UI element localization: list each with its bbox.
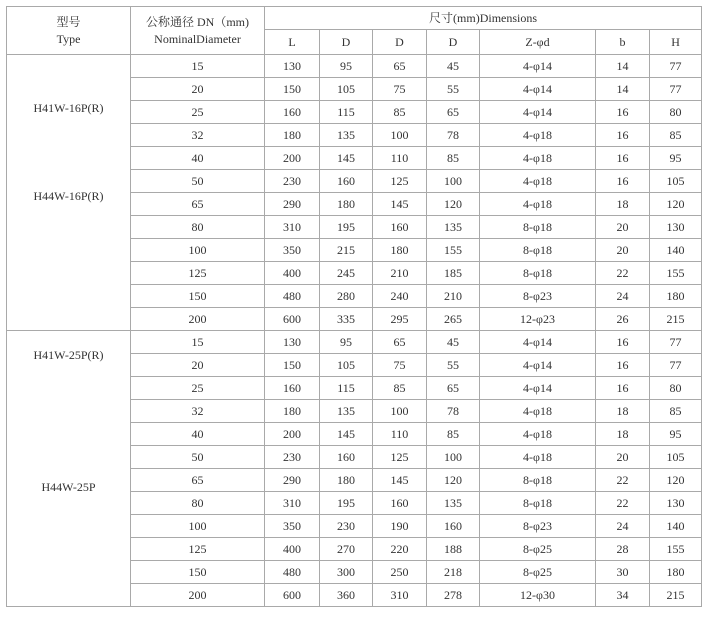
dimension-cell: 210 [373, 262, 427, 285]
dimension-cell: 85 [373, 101, 427, 124]
dimension-cell: 200 [265, 147, 320, 170]
dimension-cell: 135 [427, 492, 480, 515]
dimension-cell: 160 [320, 170, 373, 193]
dimension-cell: 24 [596, 515, 650, 538]
nominal-diameter-cell: 100 [131, 515, 265, 538]
dimension-cell: 4-φ18 [480, 400, 596, 423]
dimension-cell: 350 [265, 239, 320, 262]
dimension-cell: 4-φ14 [480, 55, 596, 78]
dimension-cell: 215 [320, 239, 373, 262]
dimension-cell: 290 [265, 193, 320, 216]
dimension-cell: 400 [265, 262, 320, 285]
dimension-cell: 26 [596, 308, 650, 331]
dimension-cell: 85 [650, 400, 702, 423]
dimension-cell: 8-φ25 [480, 538, 596, 561]
dimension-cell: 480 [265, 285, 320, 308]
dimension-cell: 145 [320, 147, 373, 170]
col-header-z-phid: Z-φd [480, 30, 596, 55]
dimension-cell: 85 [427, 423, 480, 446]
type-header-cn: 型号 [56, 14, 81, 29]
nominal-diameter-cell: 20 [131, 78, 265, 101]
dimension-cell: 18 [596, 423, 650, 446]
dimension-cell: 180 [265, 124, 320, 147]
dimension-cell: 65 [427, 377, 480, 400]
dimension-cell: 245 [320, 262, 373, 285]
dimension-cell: 22 [596, 469, 650, 492]
dimension-cell: 95 [650, 147, 702, 170]
nominal-diameter-cell: 15 [131, 331, 265, 354]
dimension-cell: 78 [427, 400, 480, 423]
dimension-cell: 180 [373, 239, 427, 262]
dimension-cell: 85 [373, 377, 427, 400]
dimension-cell: 160 [427, 515, 480, 538]
nominal-diameter-cell: 200 [131, 584, 265, 607]
dimension-cell: 22 [596, 262, 650, 285]
dimension-cell: 8-φ18 [480, 262, 596, 285]
dimension-cell: 135 [427, 216, 480, 239]
dimension-cell: 16 [596, 354, 650, 377]
dimension-cell: 4-φ18 [480, 193, 596, 216]
dimension-cell: 100 [373, 400, 427, 423]
dimension-cell: 270 [320, 538, 373, 561]
dimension-cell: 150 [265, 78, 320, 101]
nominal-diameter-cell: 150 [131, 561, 265, 584]
dimension-cell: 240 [373, 285, 427, 308]
dimension-cell: 45 [427, 55, 480, 78]
dimension-cell: 95 [650, 423, 702, 446]
dimension-cell: 130 [650, 492, 702, 515]
dimension-cell: 195 [320, 216, 373, 239]
dimension-cell: 400 [265, 538, 320, 561]
dimension-cell: 20 [596, 216, 650, 239]
dimension-cell: 16 [596, 170, 650, 193]
dimension-cell: 115 [320, 101, 373, 124]
nominal-diameter-cell: 20 [131, 354, 265, 377]
dimension-cell: 150 [265, 354, 320, 377]
dimension-cell: 77 [650, 78, 702, 101]
nominal-diameter-cell: 200 [131, 308, 265, 331]
dimension-cell: 160 [265, 377, 320, 400]
dimension-cell: 8-φ23 [480, 285, 596, 308]
dimension-cell: 120 [427, 469, 480, 492]
dimension-cell: 8-φ25 [480, 561, 596, 584]
dimension-cell: 600 [265, 308, 320, 331]
dn-header [131, 7, 265, 55]
dimension-cell: 16 [596, 331, 650, 354]
dimension-cell: 195 [320, 492, 373, 515]
nominal-diameter-cell: 65 [131, 469, 265, 492]
dimension-cell: 115 [320, 377, 373, 400]
nominal-diameter-cell: 150 [131, 285, 265, 308]
dimension-cell: 80 [650, 101, 702, 124]
dimension-cell: 230 [320, 515, 373, 538]
nominal-diameter-cell: 40 [131, 147, 265, 170]
dimension-cell: 95 [320, 55, 373, 78]
dimension-cell: 290 [265, 469, 320, 492]
dimension-cell: 95 [320, 331, 373, 354]
dimension-cell: 77 [650, 331, 702, 354]
dimension-cell: 78 [427, 124, 480, 147]
dimension-cell: 120 [427, 193, 480, 216]
dimension-cell: 4-φ14 [480, 331, 596, 354]
dimension-cell: 155 [650, 262, 702, 285]
dimension-cell: 4-φ18 [480, 124, 596, 147]
dimension-cell: 120 [650, 193, 702, 216]
dimension-cell: 8-φ18 [480, 216, 596, 239]
model-type-label: H44W-16P(R) [33, 189, 104, 203]
dimension-cell: 180 [650, 561, 702, 584]
dimension-cell: 80 [650, 377, 702, 400]
col-header-d2: D [373, 30, 427, 55]
dimension-cell: 300 [320, 561, 373, 584]
dn-header-cn: 公称通径 DN（mm) [146, 14, 249, 29]
dimension-cell: 34 [596, 584, 650, 607]
dimension-cell: 14 [596, 78, 650, 101]
dimension-cell: 110 [373, 423, 427, 446]
dimension-cell: 215 [650, 308, 702, 331]
dimension-cell: 28 [596, 538, 650, 561]
model-type-label: H44W-25P [41, 480, 96, 494]
dimension-cell: 110 [373, 147, 427, 170]
dimension-cell: 105 [650, 170, 702, 193]
table-row [7, 55, 702, 78]
dimension-cell: 130 [265, 55, 320, 78]
dimension-cell: 100 [427, 170, 480, 193]
dimension-cell: 335 [320, 308, 373, 331]
col-header-d3: D [427, 30, 480, 55]
dimension-cell: 4-φ18 [480, 446, 596, 469]
dimension-cell: 8-φ18 [480, 492, 596, 515]
dimension-cell: 85 [650, 124, 702, 147]
dimension-cell: 100 [373, 124, 427, 147]
dimension-cell: 20 [596, 239, 650, 262]
dimension-cell: 280 [320, 285, 373, 308]
dimension-cell: 65 [373, 55, 427, 78]
type-group-cell [7, 331, 131, 607]
dimension-cell: 135 [320, 124, 373, 147]
dimension-cell: 295 [373, 308, 427, 331]
dimension-cell: 12-φ30 [480, 584, 596, 607]
dimension-cell: 600 [265, 584, 320, 607]
dimension-cell: 30 [596, 561, 650, 584]
dimension-cell: 4-φ14 [480, 377, 596, 400]
dimension-cell: 125 [373, 170, 427, 193]
dimension-cell: 85 [427, 147, 480, 170]
nominal-diameter-cell: 25 [131, 377, 265, 400]
dimension-cell: 4-φ14 [480, 354, 596, 377]
dimension-cell: 218 [427, 561, 480, 584]
dn-header-en: NominalDiameter [154, 31, 241, 46]
dimension-cell: 200 [265, 423, 320, 446]
nominal-diameter-cell: 50 [131, 446, 265, 469]
model-type-label: H41W-16P(R) [33, 101, 104, 115]
nominal-diameter-cell: 40 [131, 423, 265, 446]
dimension-cell: 310 [265, 492, 320, 515]
nominal-diameter-cell: 25 [131, 101, 265, 124]
dimension-cell: 18 [596, 400, 650, 423]
dimension-cell: 4-φ18 [480, 147, 596, 170]
dimension-cell: 65 [427, 101, 480, 124]
dimension-cell: 105 [320, 78, 373, 101]
dimension-cell: 180 [650, 285, 702, 308]
dimension-cell: 160 [265, 101, 320, 124]
nominal-diameter-cell: 125 [131, 538, 265, 561]
dimension-cell: 120 [650, 469, 702, 492]
dimension-cell: 77 [650, 354, 702, 377]
dimension-cell: 480 [265, 561, 320, 584]
dimension-cell: 4-φ14 [480, 101, 596, 124]
dimension-cell: 310 [373, 584, 427, 607]
dimension-cell: 16 [596, 377, 650, 400]
dimension-cell: 145 [373, 193, 427, 216]
col-header-b: b [596, 30, 650, 55]
dimension-cell: 140 [650, 515, 702, 538]
col-header-h: H [650, 30, 702, 55]
dimension-cell: 8-φ18 [480, 469, 596, 492]
type-header [7, 7, 131, 55]
model-type-label: H41W-25P(R) [33, 348, 104, 362]
dimension-cell: 230 [265, 446, 320, 469]
dimension-cell: 180 [320, 193, 373, 216]
dimension-cell: 265 [427, 308, 480, 331]
dimension-cell: 350 [265, 515, 320, 538]
dimension-cell: 55 [427, 354, 480, 377]
dimension-cell: 210 [427, 285, 480, 308]
table-row [7, 331, 702, 354]
dimension-cell: 130 [265, 331, 320, 354]
dimension-cell: 360 [320, 584, 373, 607]
dimension-cell: 250 [373, 561, 427, 584]
dimension-cell: 145 [320, 423, 373, 446]
nominal-diameter-cell: 32 [131, 400, 265, 423]
dimension-cell: 18 [596, 193, 650, 216]
dimension-cell: 75 [373, 78, 427, 101]
nominal-diameter-cell: 32 [131, 124, 265, 147]
dimension-cell: 65 [373, 331, 427, 354]
dimension-cell: 310 [265, 216, 320, 239]
dimension-cell: 190 [373, 515, 427, 538]
col-header-l: L [265, 30, 320, 55]
dimension-cell: 188 [427, 538, 480, 561]
nominal-diameter-cell: 80 [131, 216, 265, 239]
dimension-cell: 20 [596, 446, 650, 469]
dimension-cell: 145 [373, 469, 427, 492]
dimension-cell: 185 [427, 262, 480, 285]
dimension-cell: 278 [427, 584, 480, 607]
valve-dimension-table [6, 6, 702, 607]
dimension-cell: 180 [265, 400, 320, 423]
nominal-diameter-cell: 15 [131, 55, 265, 78]
dimension-cell: 8-φ18 [480, 239, 596, 262]
dimension-cell: 215 [650, 584, 702, 607]
dimension-cell: 16 [596, 101, 650, 124]
dimension-cell: 75 [373, 354, 427, 377]
dimension-cell: 77 [650, 55, 702, 78]
dimension-cell: 4-φ18 [480, 423, 596, 446]
dimension-cell: 160 [320, 446, 373, 469]
dimension-cell: 155 [427, 239, 480, 262]
dimension-cell: 16 [596, 147, 650, 170]
col-header-d1: D [320, 30, 373, 55]
dimension-cell: 230 [265, 170, 320, 193]
type-group-cell [7, 55, 131, 331]
nominal-diameter-cell: 100 [131, 239, 265, 262]
dimension-cell: 105 [320, 354, 373, 377]
dimension-cell: 16 [596, 124, 650, 147]
dimension-cell: 135 [320, 400, 373, 423]
nominal-diameter-cell: 50 [131, 170, 265, 193]
dimension-cell: 140 [650, 239, 702, 262]
dimensions-header: 尺寸(mm)Dimensions [265, 7, 702, 30]
nominal-diameter-cell: 80 [131, 492, 265, 515]
dimension-cell: 220 [373, 538, 427, 561]
dimension-cell: 8-φ23 [480, 515, 596, 538]
dimension-cell: 100 [427, 446, 480, 469]
nominal-diameter-cell: 125 [131, 262, 265, 285]
dimension-cell: 55 [427, 78, 480, 101]
dimension-cell: 125 [373, 446, 427, 469]
dimension-cell: 130 [650, 216, 702, 239]
dimension-cell: 180 [320, 469, 373, 492]
nominal-diameter-cell: 65 [131, 193, 265, 216]
type-header-en: Type [56, 31, 81, 46]
dimension-cell: 24 [596, 285, 650, 308]
dimension-cell: 160 [373, 216, 427, 239]
dimension-cell: 4-φ18 [480, 170, 596, 193]
dimension-cell: 45 [427, 331, 480, 354]
dimension-cell: 155 [650, 538, 702, 561]
dimension-cell: 14 [596, 55, 650, 78]
dimension-cell: 12-φ23 [480, 308, 596, 331]
dimension-cell: 4-φ14 [480, 78, 596, 101]
dimension-cell: 160 [373, 492, 427, 515]
dimension-cell: 105 [650, 446, 702, 469]
dimension-cell: 22 [596, 492, 650, 515]
